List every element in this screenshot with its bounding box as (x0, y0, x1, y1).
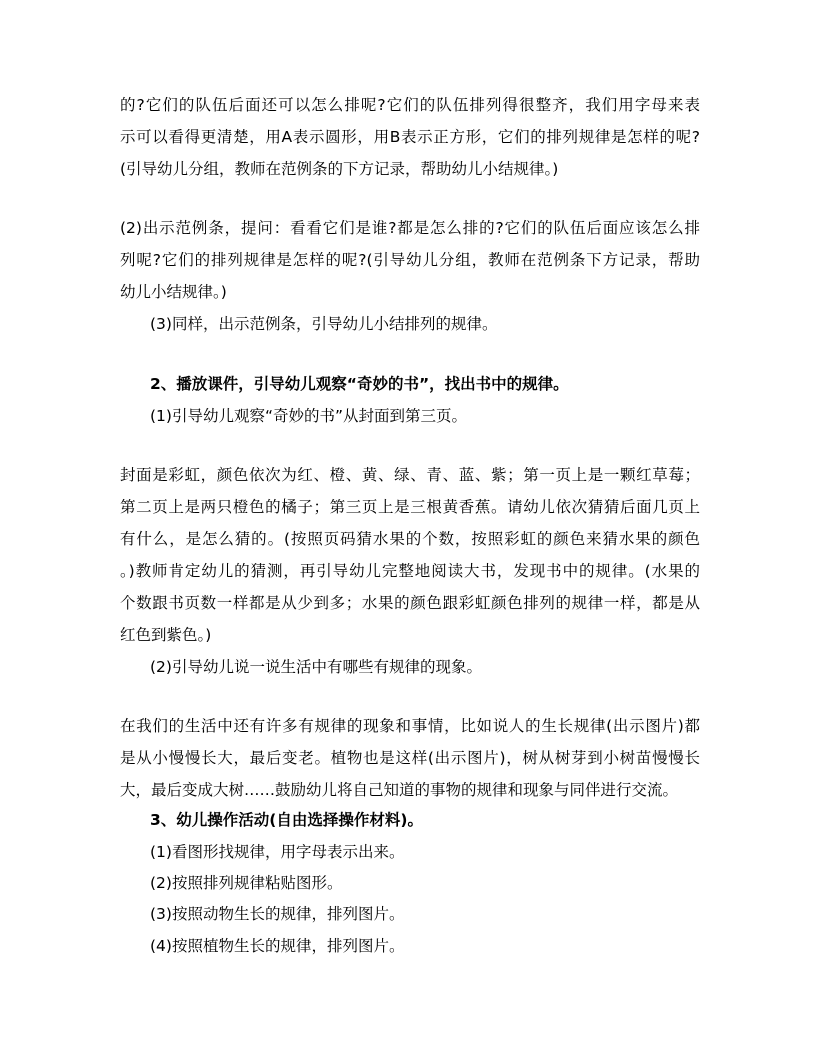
text-line: 封面是彩虹，颜色依次为红、橙、黄、绿、青、蓝、紫；第一页上是一颗红草莓； (120, 466, 700, 484)
text-line: (2)引导幼儿说一说生活中有哪些有规律的现象。 (150, 658, 482, 676)
text-line: 。)教师肯定幼儿的猜测，再引导幼儿完整地阅读大书，发现书中的规律。(水果的 (120, 562, 700, 580)
text-line: (3)同样，出示范例条，引导幼儿小结排列的规律。 (150, 315, 498, 333)
text-line: (引导幼儿分组，教师在范例条的下方记录，帮助幼儿小结规律。) (120, 160, 559, 178)
text-line: 幼儿小结规律。) (120, 283, 227, 301)
list-item: (3)按照动物生长的规律，排列图片。 (150, 905, 405, 923)
text-line: 有什么，是怎么猜的。(按照页码猜水果的个数，按照彩虹的颜色来猜水果的颜色 (120, 530, 700, 548)
text-line: 示可以看得更清楚，用A表示圆形，用B表示正方形，它们的排列规律是怎样的呢? (120, 128, 700, 146)
text-line: 是从小慢慢长大，最后变老。植物也是这样(出示图片)，树从树芽到小树苗慢慢长 (120, 749, 700, 767)
text-line: 大，最后变成大树……鼓励幼儿将自己知道的事物的规律和现象与同伴进行交流。 (120, 781, 679, 799)
text-line: 红色到紫色。) (120, 626, 212, 644)
list-item: (1)看图形找规律，用字母表示出来。 (150, 843, 405, 861)
text-line: 第二页上是两只橙色的橘子；第三页上是三根黄香蕉。请幼儿依次猜猜后面几页上 (120, 498, 700, 516)
text-line: 列呢?它们的排列规律是怎样的呢?(引导幼儿分组，教师在范例条下方记录，帮助 (120, 251, 700, 269)
text-line: 个数跟书页数一样都是从少到多；水果的颜色跟彩虹颜色排列的规律一样，都是从 (120, 594, 700, 612)
list-item: (4)按照植物生长的规律，排列图片。 (150, 937, 405, 955)
text-line: 的?它们的队伍后面还可以怎么排呢?它们的队伍排列得很整齐，我们用字母来表 (120, 96, 700, 114)
list-item: (2)按照排列规律粘贴图形。 (150, 874, 343, 892)
section-heading: 3、幼儿操作活动(自由选择操作材料)。 (150, 811, 423, 829)
text-line: 在我们的生活中还有许多有规律的现象和事情，比如说人的生长规律(出示图片)都 (120, 717, 700, 735)
section-heading: 2、播放课件，引导幼儿观察“奇妙的书”，找出书中的规律。 (150, 375, 569, 393)
text-line: (1)引导幼儿观察“奇妙的书”从封面到第三页。 (150, 407, 468, 425)
text-line: (2)出示范例条，提问：看看它们是谁?都是怎么排的?它们的队伍后面应该怎么排 (120, 219, 700, 237)
